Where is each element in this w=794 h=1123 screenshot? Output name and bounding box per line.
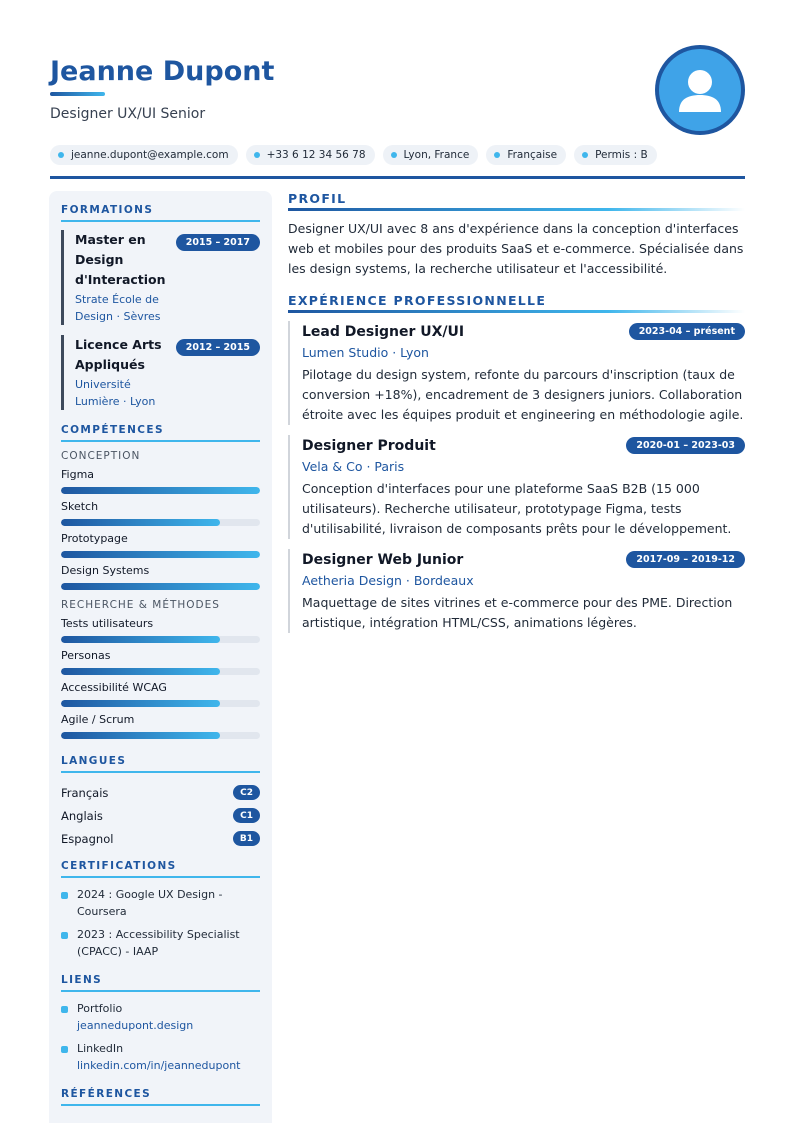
language-level-badge: C2 (233, 785, 260, 800)
job-company: Lumen Studio · Lyon (302, 345, 429, 360)
skill-item (61, 532, 260, 558)
section-title-certifications: CERTIFICATIONS (61, 860, 260, 878)
contact-chips (50, 145, 657, 165)
skill-bar-fill (61, 668, 220, 675)
education-school: Université Lumière · Lyon (75, 378, 156, 408)
skill-bar (61, 636, 260, 643)
job-description: Conception d'interfaces pour une plateforme SaaS B2B (15 000 utilisateurs). Recherche utilisateur, prototypage Figma, tests d'utilisabilité, livraison de composants prêts pour le développement. (302, 481, 732, 536)
skill-bar (61, 668, 260, 675)
skill-name: Agile / Scrum (61, 713, 135, 726)
skill-item (61, 713, 260, 739)
skill-name: Prototypage (61, 532, 128, 545)
skill-category: CONCEPTION (61, 450, 141, 462)
section-title-formations: FORMATIONS (61, 204, 260, 222)
certification-text: 2023 : Accessibility Specialist (CPACC) - IAAP (77, 928, 240, 958)
link-item (61, 1040, 260, 1074)
skill-item (61, 500, 260, 526)
candidate-name: Jeanne Dupont (50, 56, 275, 87)
job-title: Lead Designer UX/UI (302, 323, 465, 340)
bullet-square-icon (61, 892, 68, 899)
certification-item (61, 926, 260, 960)
linkedin-link[interactable]: linkedin.com/in/jeannedupont (77, 1059, 241, 1072)
contact-phone[interactable]: +33 6 12 34 56 78 (246, 145, 375, 165)
skill-bar-fill (61, 700, 220, 707)
link-label: LinkedIn (77, 1042, 124, 1055)
job-title-subtitle: Designer UX/UI Senior (50, 106, 206, 122)
certification-text: 2024 : Google UX Design - Coursera (77, 888, 223, 918)
contact-email[interactable]: jeanne.dupont@example.com (50, 145, 238, 165)
section-title-references: RÉFÉRENCES (61, 1088, 260, 1106)
link-item (61, 1000, 260, 1034)
skill-bar-fill (61, 519, 220, 526)
language-name: Anglais (61, 808, 103, 823)
skill-bar-fill (61, 583, 260, 590)
contact-license: Permis : B (574, 145, 657, 165)
skill-bar-fill (61, 487, 260, 494)
bullet-dot-icon (582, 152, 588, 158)
skill-item (61, 681, 260, 707)
certification-item (61, 886, 260, 920)
job-dates-badge: 2017-09 – 2019-12 (626, 551, 745, 568)
language-level-badge: B1 (233, 831, 260, 846)
section-title-languages: LANGUES (61, 755, 260, 773)
job-description: Maquettage de sites vitrines et e-commerce pour des PME. Direction artistique, intégration HTML/CSS, animations légères. (302, 595, 733, 630)
bullet-square-icon (61, 1046, 68, 1053)
education-dates-badge: 2015 – 2017 (176, 234, 260, 251)
header-divider (50, 176, 745, 179)
skill-name: Personas (61, 649, 111, 662)
language-item (61, 827, 260, 850)
bullet-dot-icon (254, 152, 260, 158)
education-item (61, 230, 260, 325)
portfolio-link[interactable]: jeannedupont.design (77, 1019, 194, 1032)
main-content (288, 191, 745, 643)
bullet-square-icon (61, 932, 68, 939)
experience-item (288, 321, 745, 425)
name-underline (50, 92, 105, 96)
education-dates-badge: 2012 – 2015 (176, 339, 260, 356)
skill-bar (61, 519, 260, 526)
education-degree: Licence Arts Appliqués (75, 337, 162, 372)
skill-item (61, 564, 260, 590)
experience-item (288, 549, 745, 633)
job-title: Designer Produit (302, 437, 436, 454)
job-description: Pilotage du design system, refonte du parcours d'inscription (taux de conversion +18%), encadrement de 3 designers juniors. Collaboration étroite avec les équipes produit et engineering en méthodologie agile. (302, 367, 744, 422)
skill-bar (61, 700, 260, 707)
bullet-dot-icon (58, 152, 64, 158)
skill-name: Sketch (61, 500, 99, 513)
language-level-badge: C1 (233, 808, 260, 823)
education-school: Strate École de Design · Sèvres (75, 293, 161, 323)
bullet-square-icon (61, 1006, 68, 1013)
section-title-profile: PROFIL (288, 191, 745, 211)
skill-bar (61, 732, 260, 739)
job-company: Vela & Co · Paris (302, 459, 405, 474)
education-item (61, 335, 260, 410)
language-name: Espagnol (61, 831, 114, 846)
language-item (61, 781, 260, 804)
job-dates-badge: 2023-04 – présent (629, 323, 745, 340)
avatar (655, 45, 745, 135)
bullet-dot-icon (391, 152, 397, 158)
skill-name: Figma (61, 468, 95, 481)
skill-item (61, 649, 260, 675)
bullet-dot-icon (494, 152, 500, 158)
skill-bar-fill (61, 551, 260, 558)
job-dates-badge: 2020-01 – 2023-03 (626, 437, 745, 454)
link-label: Portfolio (77, 1002, 123, 1015)
skill-name: Design Systems (61, 564, 150, 577)
contact-nationality: Française (486, 145, 566, 165)
skill-bar-fill (61, 732, 220, 739)
skill-bar (61, 487, 260, 494)
profile-text: Designer UX/UI avec 8 ans d'expérience dans la conception d'interfaces web et mobiles pour des produits SaaS et e-commerce. Spécialisée dans les design systems, la recherche utilisateur et l'accessibilité. (288, 221, 744, 276)
section-title-experience: EXPÉRIENCE PROFESSIONNELLE (288, 293, 745, 313)
skill-item (61, 468, 260, 494)
sidebar (49, 191, 272, 1123)
section-title-skills: COMPÉTENCES (61, 424, 260, 442)
skill-name: Tests utilisateurs (61, 617, 154, 630)
skill-category: RECHERCHE & MÉTHODES (61, 599, 220, 611)
skill-bar (61, 583, 260, 590)
education-degree: Master en Design d'Interaction (75, 232, 166, 287)
language-item (61, 804, 260, 827)
skill-bar (61, 551, 260, 558)
skill-item (61, 617, 260, 643)
contact-location: Lyon, France (383, 145, 479, 165)
section-title-links: LIENS (61, 974, 260, 992)
skill-bar-fill (61, 636, 220, 643)
job-company: Aetheria Design · Bordeaux (302, 573, 474, 588)
experience-item (288, 435, 745, 539)
job-title: Designer Web Junior (302, 551, 464, 568)
language-name: Français (61, 785, 109, 800)
user-silhouette-icon (659, 49, 741, 131)
skill-name: Accessibilité WCAG (61, 681, 167, 694)
